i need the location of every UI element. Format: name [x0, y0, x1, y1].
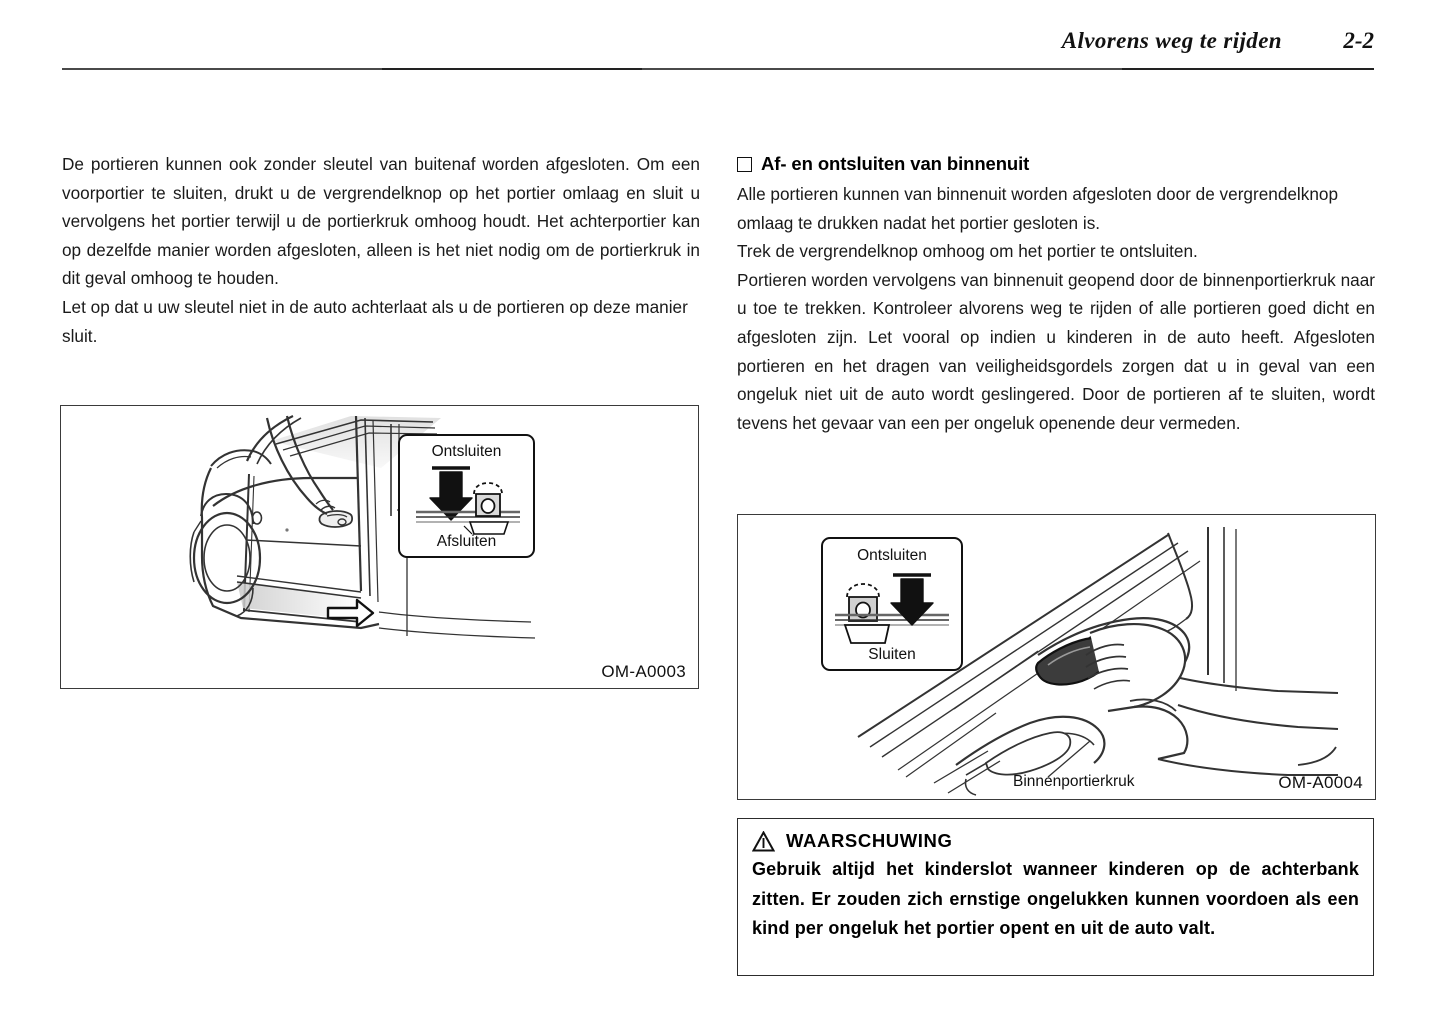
right-paragraph-2: Trek de vergrendelknop omhoog om het portier te ontsluiten. [737, 241, 1198, 262]
figure-2-inset-top-label: Ontsluiten [857, 547, 927, 564]
left-text-column [62, 150, 700, 350]
figure-1-code: OM-A0003 [601, 662, 686, 681]
warning-title: WAARSCHUWING [786, 830, 953, 851]
figure-exterior-door-lock [60, 405, 699, 689]
figure-2-callout-label: Binnenportierkruk [1013, 773, 1135, 790]
left-paragraph-1: De portieren kunnen ook zonder sleutel van buitenaf worden afgesloten. Om een voorportier te sluiten, drukt u de vergrendelknop op het portier omlaag en sluit u vervolgens het portier terwijl u de portierkruk omhoog houdt. Het achterportier kan op dezelfde manier worden afgesloten, alleen is het niet nodig om de portierkruk in dit geval omhoog te houden. [62, 154, 700, 289]
figure-1-illustration [61, 406, 698, 688]
warning-text: Gebruik altijd het kinderslot wanneer kinderen op de achterbank zitten. Er zouden zich ernstige ongelukken kunnen voordoen als een kind per ongeluk het portier opent en uit de auto valt. [752, 859, 1359, 938]
figure-2-inset-bottom-label: Sluiten [868, 646, 916, 663]
figure-1-inset-callout [398, 434, 535, 558]
page-number: 2-2 [1343, 28, 1374, 53]
warning-box [737, 818, 1374, 976]
right-paragraph-1: Alle portieren kunnen van binnenuit worden afgesloten door de vergrendelknop omlaag te drukken nadat het portier gesloten is. [737, 184, 1339, 233]
header-divider [62, 68, 1374, 70]
right-paragraph-3: Portieren worden vervolgens van binnenuit geopend door de binnenportierkruk naar u toe te trekken. Kontroleer alvorens weg te rijden of alle portieren goed dicht en afgesloten zijn. Let vooral op indien u kinderen in de auto heeft. Afgesloten portieren en het dragen van veiligheidsgordels zorgen dat u in geval van een ongeluk niet uit de auto wordt geslingered. Door de portieren af te sluiten, wordt tevens het gevaar van een per ongeluk openende deur vermeden. [737, 269, 1375, 433]
section-heading-label: Af- en ontsluiten van binnenuit [761, 153, 1030, 174]
figure-1-inset-bottom-label: Afsluiten [436, 533, 497, 550]
warning-triangle-icon [752, 831, 775, 852]
warning-header [752, 830, 1359, 852]
page-header [62, 28, 1374, 72]
left-paragraph-2: Let op dat u uw sleutel niet in de auto achterlaat als u de portieren op deze manier sluit. [62, 296, 688, 346]
right-text-column [737, 150, 1375, 437]
figure-1-inset-top-label: Ontsluiten [431, 443, 502, 460]
square-bullet-icon [737, 157, 752, 172]
figure-2-code: OM-A0004 [1278, 773, 1363, 792]
section-heading [737, 150, 1375, 178]
figure-interior-door-handle [737, 514, 1376, 800]
page-title: Alvorens weg te rijden [1061, 28, 1282, 53]
figure-2-inset-callout [821, 537, 963, 671]
